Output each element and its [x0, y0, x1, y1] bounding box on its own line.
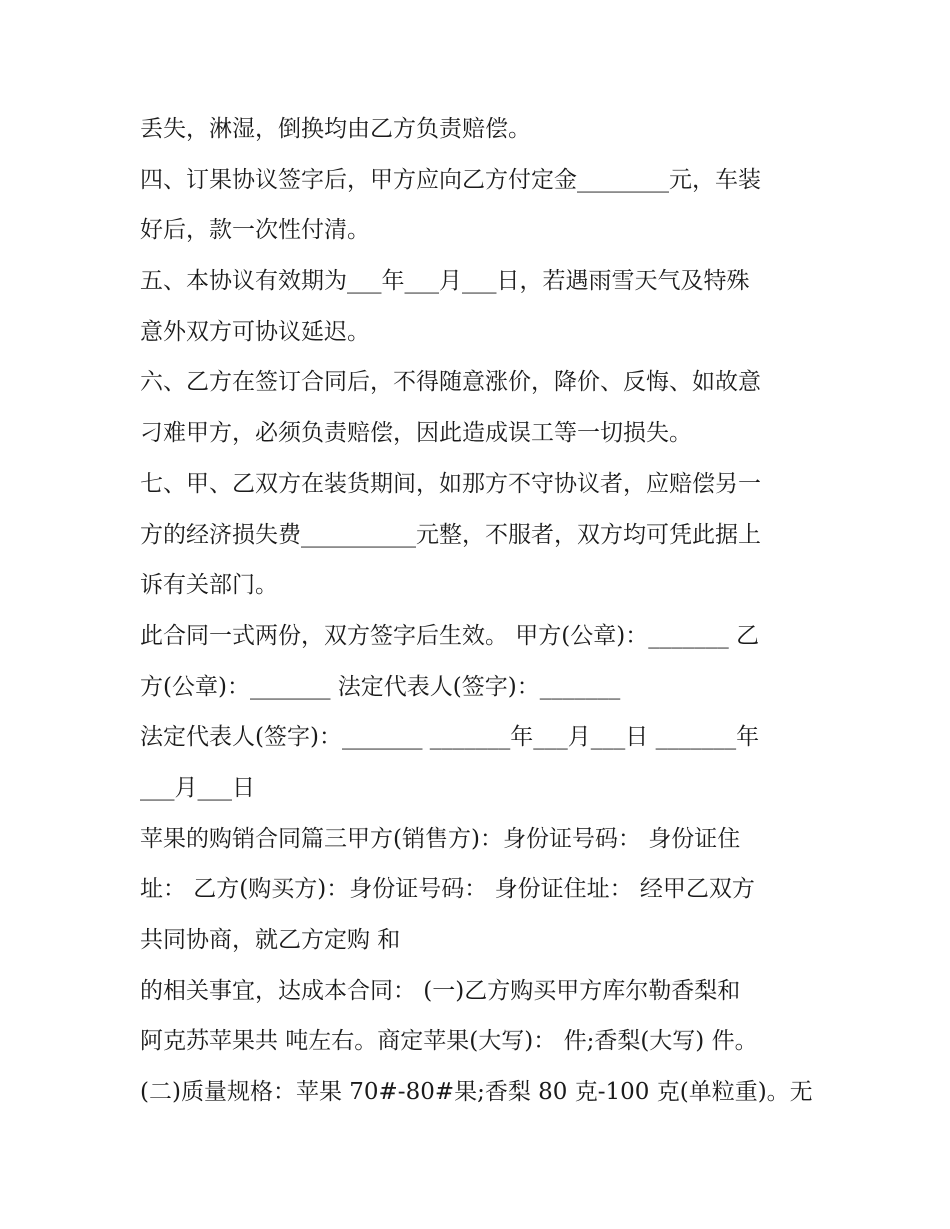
text-line: 址： 乙方(购买方)：身份证号码： 身份证住址： 经甲乙双方 — [140, 876, 755, 903]
text-line: 法定代表人(签字)：_______ _______年___月___日 _______年 — [140, 724, 760, 751]
text-line: 七、甲、乙双方在装货期间，如那方不守协议者，应赔偿另一 — [140, 470, 761, 497]
text-line: 方的经济损失费__________元整，不服者，双方均可凭此据上 — [140, 521, 761, 548]
text-line: 共同协商，就乙方定购 和 — [140, 927, 401, 953]
text-line: 四、订果协议签字后，甲方应向乙方付定金________元，车装 — [140, 166, 761, 193]
text-line: ___月___日 — [140, 774, 255, 801]
text-line: 六、乙方在签订合同后，不得随意涨价，降价、反悔、如故意 — [140, 369, 761, 396]
text-line: 刁难甲方，必须负责赔偿，因此造成误工等一切损失。 — [140, 420, 692, 447]
text-line: 丢失，淋湿，倒换均由乙方负责赔偿。 — [140, 116, 531, 142]
text-line: 意外双方可协议延迟。 — [140, 318, 370, 345]
text-line: 方(公章)：_______ 法定代表人(签字)：_______ — [140, 673, 621, 700]
text-line: 五、本协议有效期为___年___月___日，若遇雨雪天气及特殊 — [140, 268, 750, 295]
text-line: 此合同一式两份，双方签字后生效。 甲方(公章)：_______ 乙 — [140, 622, 760, 649]
text-line: 阿克苏苹果共 吨左右。商定苹果(大写)： 件;香梨(大写) 件。 — [140, 1028, 758, 1055]
text-line: 苹果的购销合同篇三甲方(销售方)：身份证号码： 身份证住 — [140, 825, 741, 852]
text-line: 诉有关部门。 — [140, 572, 278, 599]
contract-text — [140, 104, 820, 1118]
text-line: 的相关事宜，达成本合同： (一)乙方购买甲方库尔勒香梨和 — [140, 977, 741, 1004]
text-line: 好后，款一次性付清。 — [140, 217, 370, 244]
text-line: (二)质量规格：苹果 70#-80#果;香梨 80 克-100 克(单粒重)。无 — [140, 1079, 813, 1106]
